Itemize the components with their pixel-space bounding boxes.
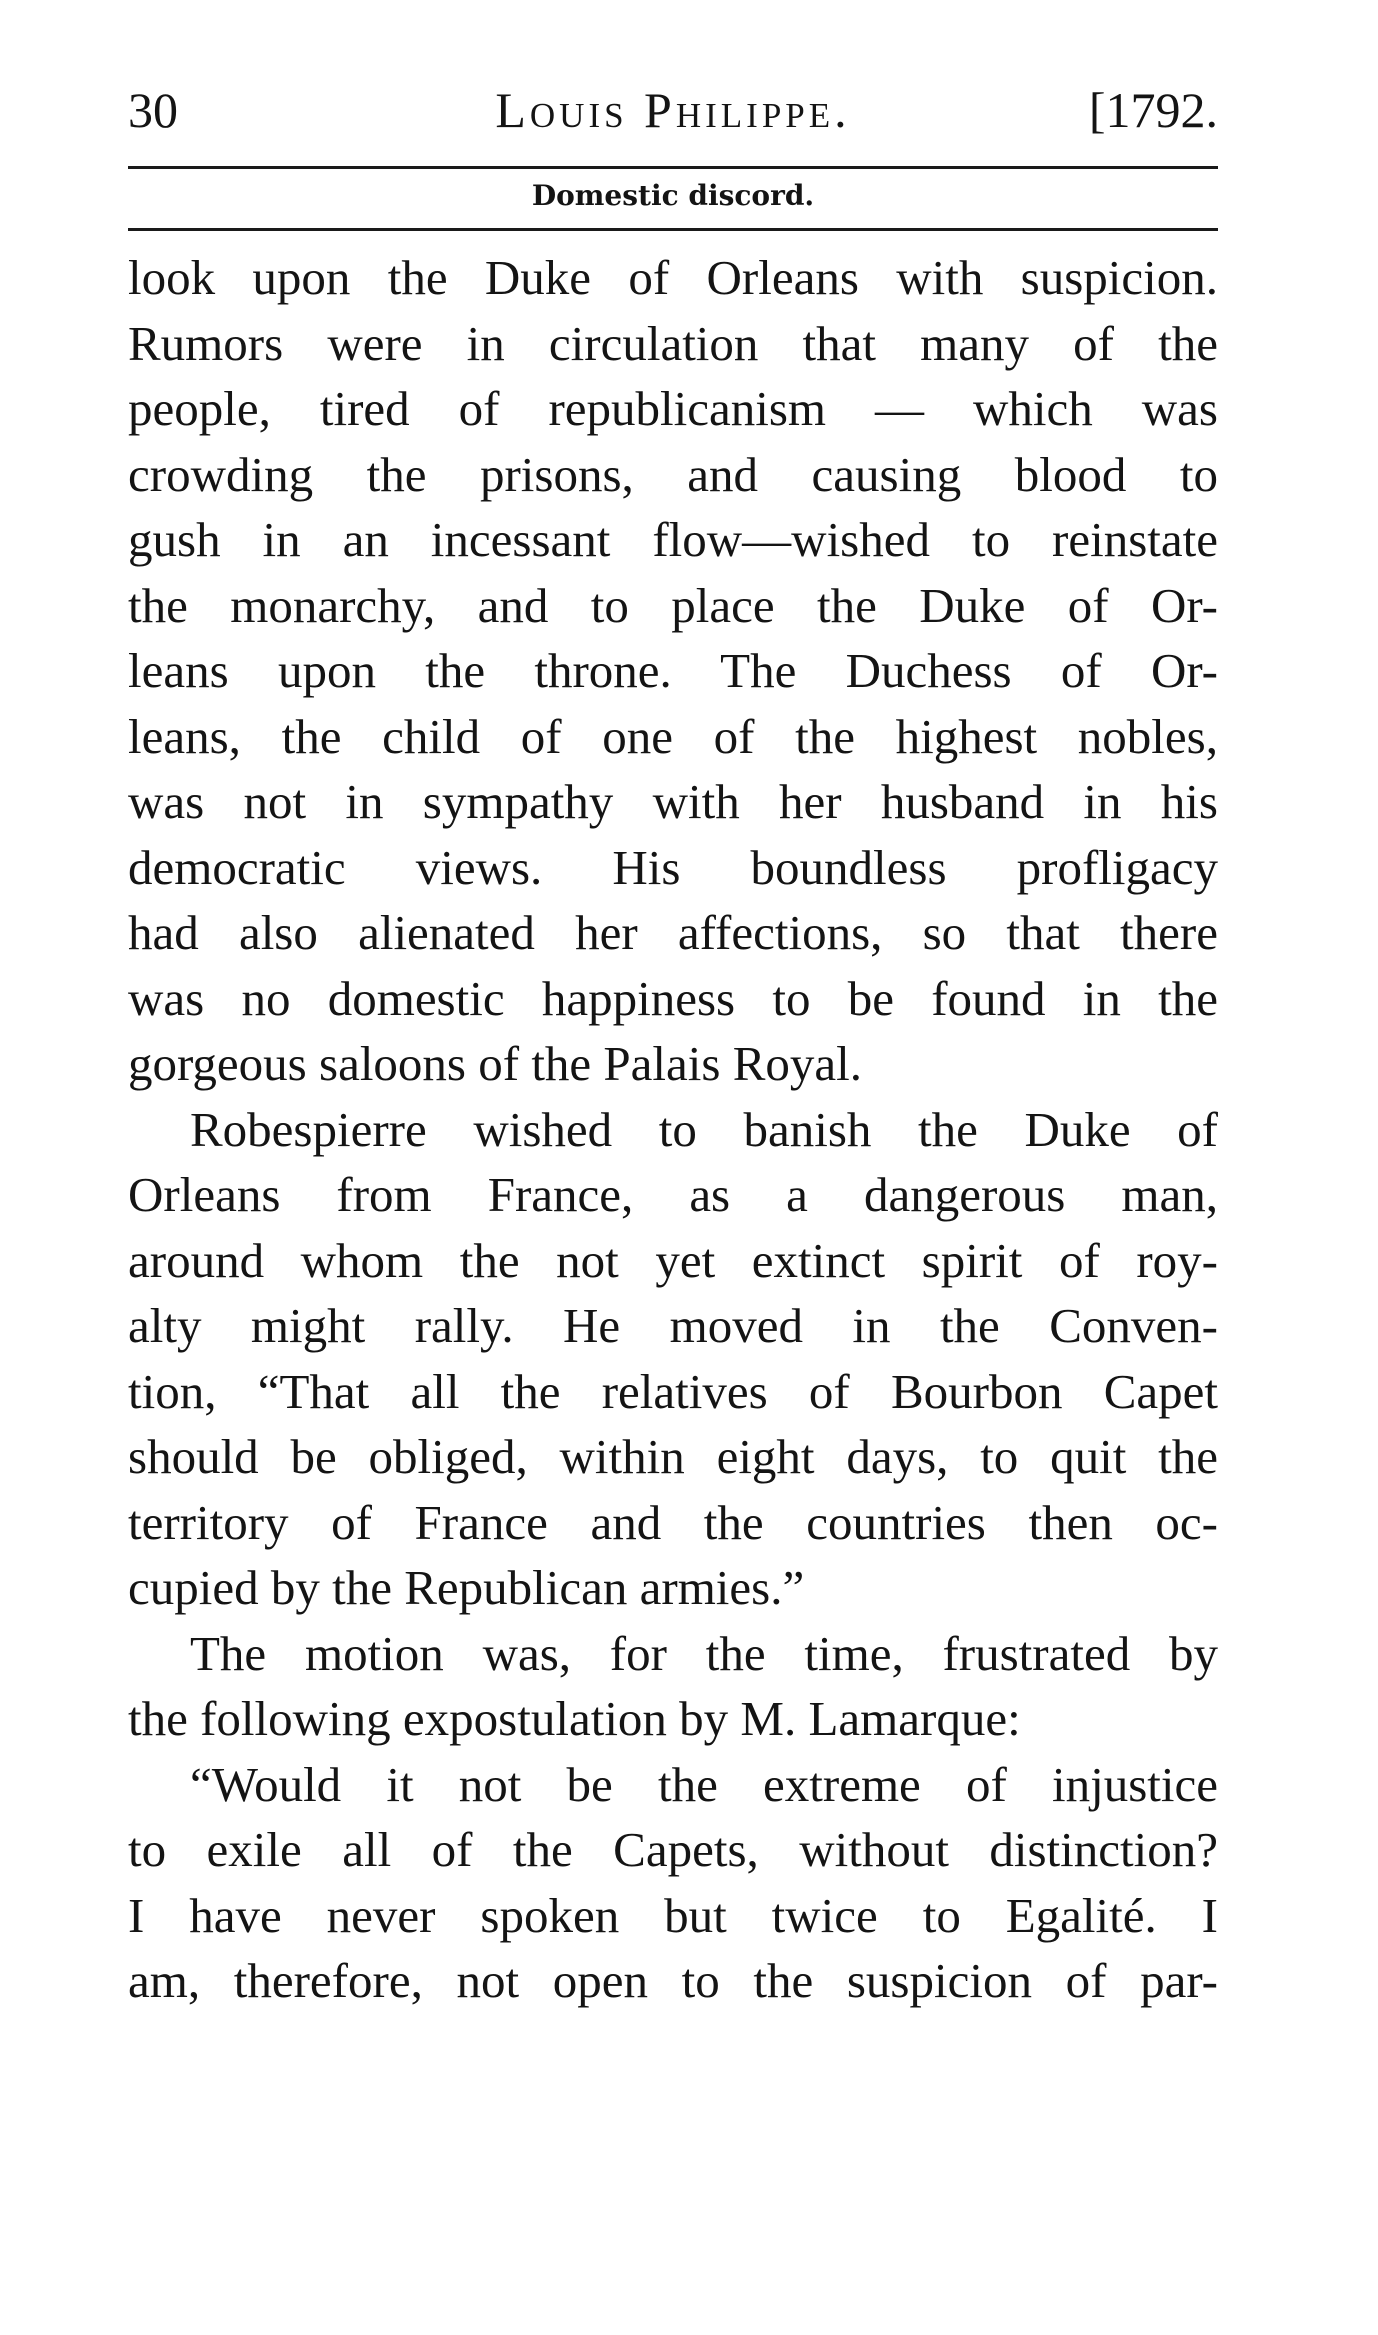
text-line: was no domestic happiness to be found in the	[128, 970, 1218, 1026]
header-year: [1792.	[1088, 82, 1218, 138]
body-text	[128, 245, 1218, 2014]
text-line: Orleans from France, as a dangerous man,	[128, 1167, 1218, 1222]
text-line: I have never spoken but twice to Egalité. I	[128, 1887, 1218, 1943]
text-line: around whom the not yet extinct spirit of roy-	[128, 1232, 1218, 1288]
text-line: gush in an incessant flow—wished to reinstate	[128, 512, 1218, 567]
text-line: Robespierre wished to banish the Duke of	[190, 1101, 1218, 1157]
text-line: look upon the Duke of Orleans with suspicion.	[128, 250, 1218, 305]
text-line: the monarchy, and to place the Duke of Or-	[128, 577, 1218, 633]
text-line: people, tired of republicanism — which was	[128, 381, 1218, 436]
text-line: tion, “That all the relatives of Bourbon Capet	[128, 1363, 1218, 1419]
text-line: “Would it not be the extreme of injustice	[190, 1756, 1218, 1812]
section-subheading: Domestic discord.	[531, 179, 815, 212]
text-line: leans, the child of one of the highest nobles,	[128, 708, 1218, 764]
text-line: Rumors were in circulation that many of the	[128, 315, 1218, 371]
running-header	[128, 70, 1218, 150]
header-rule-bottom	[128, 228, 1218, 231]
text-line: gorgeous saloons of the Palais Royal.	[128, 1036, 863, 1091]
text-line: democratic views. His boundless profligacy	[128, 839, 1218, 895]
text-line: The motion was, for the time, frustrated by	[190, 1625, 1218, 1681]
text-line: to exile all of the Capets, without distinction?	[128, 1822, 1218, 1877]
text-line: am, therefore, not open to the suspicion of par-	[128, 1953, 1218, 2008]
text-line: alty might rally. He moved in the Conven-	[128, 1298, 1218, 1353]
running-title: Louis Philippe.	[495, 82, 851, 138]
text-line: the following expostulation by M. Lamarque:	[128, 1691, 1021, 1746]
text-line: should be obliged, within eight days, to quit the	[128, 1429, 1218, 1484]
text-line: leans upon the throne. The Duchess of Or-	[128, 643, 1218, 698]
header-rule-top	[128, 166, 1218, 169]
text-line: was not in sympathy with her husband in his	[128, 774, 1218, 829]
page-number: 30	[128, 82, 178, 138]
text-line: cupied by the Republican armies.”	[128, 1560, 805, 1615]
text-line: had also alienated her affections, so that there	[128, 905, 1218, 960]
text-line: crowding the prisons, and causing blood to	[128, 446, 1218, 502]
text-line: territory of France and the countries then oc-	[128, 1494, 1218, 1550]
